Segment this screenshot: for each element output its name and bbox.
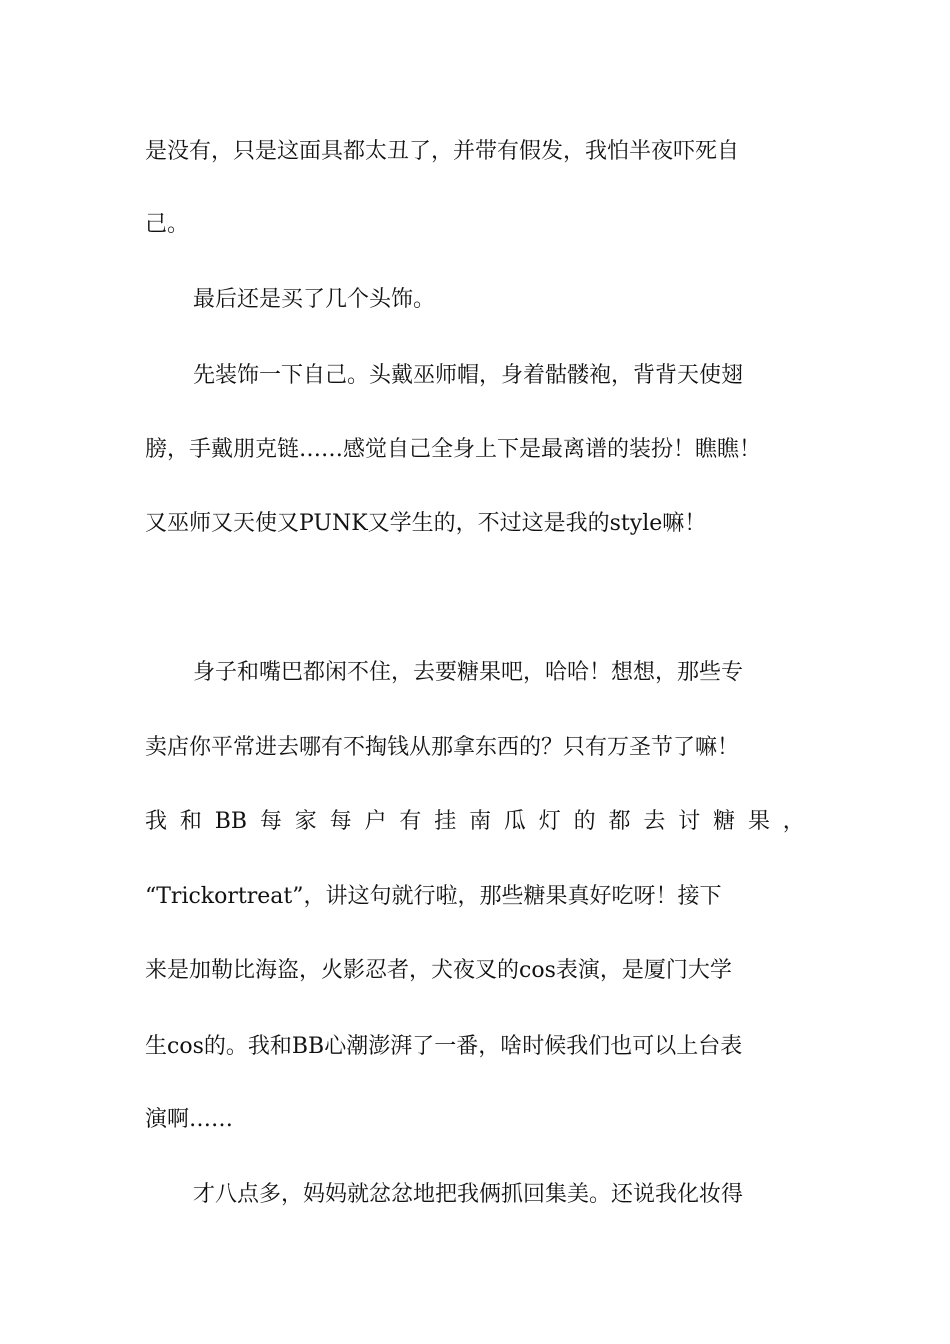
text-word: 和 bbox=[179, 809, 202, 834]
text-line: 又巫师又天使又PUNK又学生的，不过这是我的style嘛！ bbox=[145, 511, 707, 536]
text-line: 卖店你平常进去哪有不掏钱从那拿东西的？只有万圣节了嘛！ bbox=[145, 735, 740, 760]
text-line: 己。 bbox=[145, 212, 190, 237]
text-word: 户 bbox=[364, 809, 387, 834]
text-word: 南 bbox=[469, 809, 492, 834]
paragraph-start: 身子和嘴巴都闲不住，去要糖果吧，哈哈！想想，那些专 bbox=[193, 660, 744, 685]
text-word: 去 bbox=[643, 809, 666, 834]
text-line: “Trickortreat”，讲这句就行啦，那些糖果真好吃呀！接下 bbox=[145, 884, 722, 909]
text-word: 果 bbox=[747, 809, 770, 834]
text-line: 来是加勒比海盗，火影忍者，犬夜叉的cos表演，是厦门大学 bbox=[145, 958, 732, 983]
text-word: 都 bbox=[608, 809, 631, 834]
text-word: BB bbox=[214, 809, 248, 834]
text-line: 膀，手戴朋克链……感觉自己全身上下是最离谱的装扮！瞧瞧！ bbox=[145, 437, 762, 462]
paragraph-start: 先装饰一下自己。头戴巫师帽，身着骷髅袍，背背天使翅 bbox=[193, 363, 744, 388]
paragraph-start: 最后还是买了几个头饰。 bbox=[193, 287, 436, 312]
text-word: 灯 bbox=[538, 809, 561, 834]
text-word: 糖 bbox=[713, 809, 736, 834]
justified-text-line bbox=[145, 807, 805, 837]
text-line: 演啊…… bbox=[145, 1107, 234, 1132]
text-word: 每 bbox=[259, 809, 282, 834]
text-word: 挂 bbox=[434, 809, 457, 834]
text-word: 的 bbox=[573, 809, 596, 834]
text-word: 我 bbox=[145, 809, 168, 834]
paragraph-start: 才八点多，妈妈就忿忿地把我俩抓回集美。还说我化妆得 bbox=[193, 1182, 744, 1207]
text-line: 是没有，只是这面具都太丑了，并带有假发，我怕半夜吓死自 bbox=[145, 139, 740, 164]
text-word: 每 bbox=[329, 809, 352, 834]
text-word: ， bbox=[782, 809, 805, 834]
text-word: 有 bbox=[399, 809, 422, 834]
text-word: 讨 bbox=[678, 809, 701, 834]
text-word: 瓜 bbox=[503, 809, 526, 834]
text-line: 生cos的。我和BB心潮澎湃了一番，啥时候我们也可以上台表 bbox=[145, 1034, 743, 1059]
text-word: 家 bbox=[294, 809, 317, 834]
